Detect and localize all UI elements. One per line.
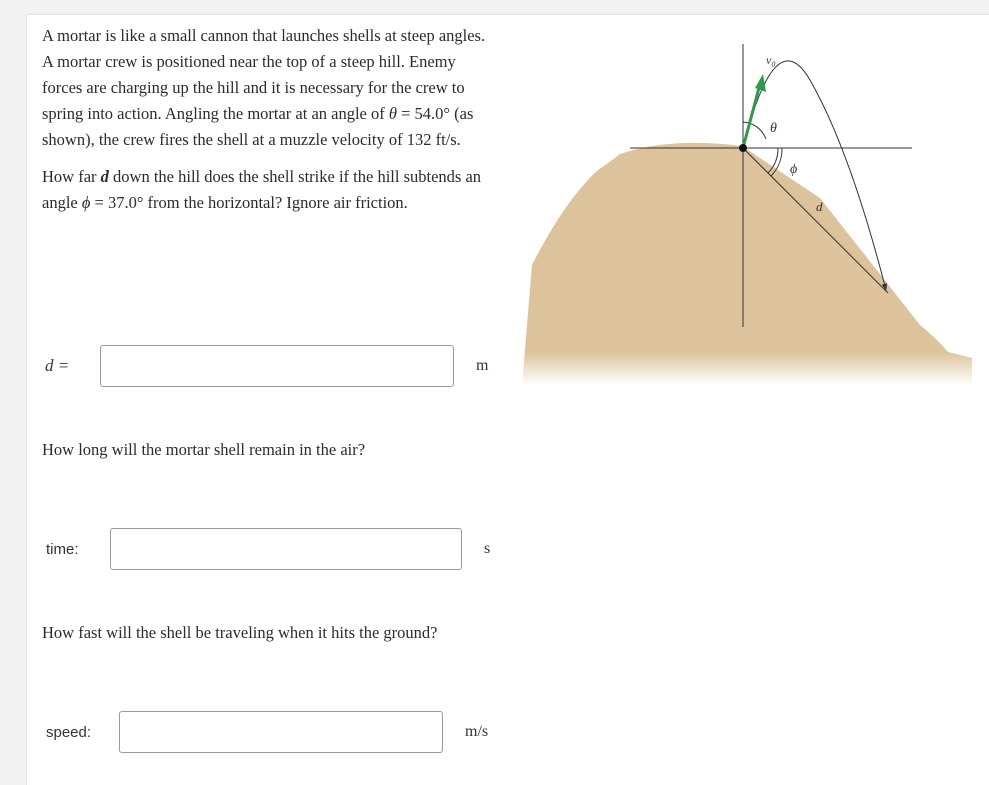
problem-statement xyxy=(42,23,492,216)
speed-label: speed: xyxy=(46,723,92,741)
distance-input[interactable] xyxy=(100,345,454,387)
phi-label: ϕ xyxy=(790,162,798,177)
theta-symbol: θ xyxy=(388,104,397,123)
time-question: How long will the mortar shell remain in the air? xyxy=(42,440,366,459)
speed-question: How fast will the shell be traveling when it hits the ground? xyxy=(42,623,438,642)
problem-paragraph-2: How far d down the hill does the shell strike if the hill subtends an angle ϕ = 37.0° from the horizontal? Ignore air friction. xyxy=(42,167,482,212)
time-answer-row xyxy=(42,528,490,570)
d-symbol: d xyxy=(100,167,109,186)
hill-fade xyxy=(520,352,975,385)
theta-label: θ xyxy=(770,121,777,136)
speed-answer-row xyxy=(42,711,488,753)
time-input[interactable] xyxy=(110,528,462,570)
time-label: time: xyxy=(46,540,79,558)
mortar-hill-figure xyxy=(520,40,975,385)
velocity-arrow-head xyxy=(755,74,766,92)
speed-unit: m/s xyxy=(465,723,489,740)
launch-point xyxy=(739,144,747,152)
v0-label: $v_0$ xyxy=(766,53,776,69)
time-unit: s xyxy=(484,540,491,557)
velocity-arrow-shaft xyxy=(743,84,760,148)
distance-answer-row xyxy=(42,345,488,387)
problem-paragraph-1: A mortar is like a small cannon that launches shells at steep angles. A mortar crew is positioned near the top of a steep hill. Enemy forces are charging up the hill and it is necessary for the crew to spring into action. Angling the mortar at an angle of θ = 54.0° (as shown), the crew fires the shell at a muzzle velocity of 132 ft/s. xyxy=(42,26,486,149)
distance-label: d = xyxy=(45,356,70,375)
distance-unit: m xyxy=(476,357,489,374)
hill-shape xyxy=(522,143,972,385)
d-label: d xyxy=(816,199,823,214)
speed-input[interactable] xyxy=(119,711,443,753)
phi-symbol: ϕ xyxy=(81,193,91,212)
